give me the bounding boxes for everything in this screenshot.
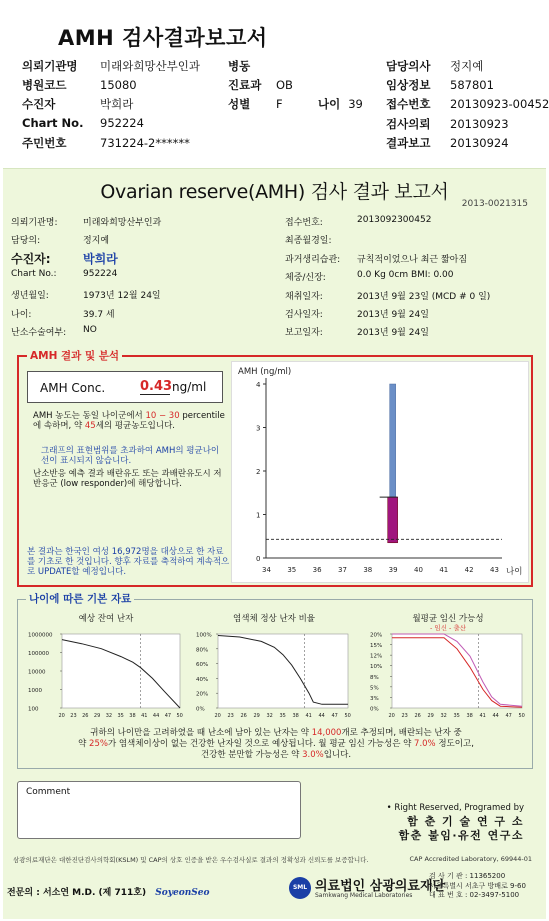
x-tick-label: 20 bbox=[58, 713, 65, 719]
field-row bbox=[285, 289, 491, 302]
x-tick-label: 37 bbox=[338, 566, 347, 574]
y-tick-label: 10000 bbox=[28, 669, 46, 676]
header-row bbox=[228, 58, 276, 74]
header-row bbox=[386, 96, 549, 112]
field-label: 나이: bbox=[11, 310, 32, 320]
age-section-title: 나이에 따른 기본 자료 bbox=[26, 591, 134, 606]
x-tick-label: 42 bbox=[464, 566, 474, 574]
x-tick-label: 29 bbox=[253, 713, 260, 719]
header-value: 박희라 bbox=[100, 97, 134, 111]
field-label: Chart No.: bbox=[11, 269, 57, 279]
field-value: 2013년 9월 24일 bbox=[357, 328, 429, 338]
amh-section-title: AMH 결과 및 분석 bbox=[27, 348, 122, 363]
header-row bbox=[22, 116, 144, 130]
x-tick-label: 38 bbox=[292, 713, 299, 719]
remaining-eggs-chart bbox=[26, 612, 186, 724]
field-label: 과거생리습관: bbox=[285, 255, 341, 265]
normal-eggs-chart bbox=[194, 612, 354, 724]
plot-area bbox=[218, 634, 348, 708]
age-summary-text bbox=[28, 728, 524, 761]
field-label: 접수번호: bbox=[285, 218, 323, 228]
report-sheet bbox=[3, 168, 546, 919]
header-label: 주민번호 bbox=[22, 136, 67, 150]
amh-conc-value: 0.43 bbox=[140, 379, 173, 394]
birth-percent: 3.0% bbox=[302, 750, 324, 760]
x-tick-label: 35 bbox=[279, 713, 286, 719]
amh-conc-unit: ng/ml bbox=[172, 380, 207, 394]
x-tick-label: 20 bbox=[214, 713, 221, 719]
header-row bbox=[22, 135, 190, 151]
field-label: 보고일자: bbox=[285, 328, 323, 338]
x-tick-label: 50 bbox=[176, 713, 183, 719]
y-tick-label: 12% bbox=[370, 653, 383, 660]
header-label: 성별 bbox=[228, 97, 251, 111]
y-tick-label: 100% bbox=[196, 632, 212, 639]
specialist-line bbox=[7, 885, 209, 898]
normal-eggs-svg bbox=[194, 612, 354, 724]
field-label: 체중/신장: bbox=[285, 273, 326, 283]
y-tick-label: 10% bbox=[370, 664, 383, 671]
field-label: 최종월경일: bbox=[285, 236, 332, 246]
x-tick-label: 20 bbox=[388, 713, 395, 719]
field-value: 2013년 9월 24일 bbox=[357, 310, 429, 320]
field-row bbox=[285, 270, 454, 283]
y-tick-label: 0% bbox=[196, 706, 205, 713]
x-tick-label: 47 bbox=[164, 713, 172, 719]
pregnancy-percent: 7.0% bbox=[414, 739, 436, 749]
y-tick-label: 1 bbox=[256, 511, 261, 520]
summary-text: 건강한 분만할 가능성은 약 bbox=[200, 750, 300, 760]
field-value: 1973년 12월 24일 bbox=[83, 291, 161, 301]
sub-chart-title: 염색체 정상 난자 비율 bbox=[232, 614, 315, 624]
field-row bbox=[11, 233, 110, 246]
x-tick-label: 36 bbox=[312, 566, 322, 574]
header-value: 952224 bbox=[100, 116, 144, 130]
legend-item: - 출산 bbox=[449, 624, 467, 632]
amh-data-note: 본 결과는 한국인 여성 16,972명을 대상으로 한 자료를 기초로 한 것입니다. 향후 자료를 축적하여 계속적으로 UPDATE할 예정입니다. bbox=[27, 547, 230, 577]
field-value: 0.0 Kg 0cm BMI: 0.00 bbox=[357, 270, 454, 280]
x-tick-label: 23 bbox=[70, 713, 77, 719]
x-tick-label: 41 bbox=[439, 566, 449, 574]
header-value: 20130924 bbox=[450, 136, 509, 150]
header-row-age bbox=[318, 96, 363, 112]
header-label: 임상정보 bbox=[386, 78, 431, 92]
amh-result-section bbox=[17, 350, 533, 587]
specialist-name: 전문의 : 서소연 M.D. (제 711호) bbox=[7, 888, 147, 898]
contact-info bbox=[429, 872, 526, 901]
amh-range-note: 그래프의 표현범위를 초과하여 AMH의 평균나이선이 표시되지 않습니다. bbox=[41, 446, 220, 466]
y-tick-label: 5% bbox=[370, 685, 379, 692]
header-value: 587801 bbox=[450, 78, 494, 92]
summary-text: 가 염색체이상이 없는 건강한 난자일 것으로 예상됩니다. 월 평균 임신 가능성은 약 bbox=[107, 739, 412, 749]
x-tick-label: 32 bbox=[266, 713, 273, 719]
y-tick-label: 80% bbox=[196, 647, 209, 654]
header-value: 15080 bbox=[100, 78, 137, 92]
comment-label: Comment bbox=[26, 787, 71, 797]
cap-accreditation: CAP Accredited Laboratory, 69944-01 bbox=[409, 855, 532, 863]
header-row bbox=[228, 96, 283, 112]
patient-name: 박희라 bbox=[83, 252, 118, 266]
y-tick-label: 20% bbox=[196, 691, 209, 698]
x-tick-label: 26 bbox=[240, 713, 247, 719]
header-value: 731224-2****** bbox=[100, 136, 190, 150]
header-row bbox=[386, 58, 483, 74]
field-row bbox=[11, 307, 115, 320]
x-tick-label: 32 bbox=[440, 713, 447, 719]
normal-egg-percent: 25% bbox=[89, 739, 108, 749]
header-label: 나이 bbox=[318, 97, 341, 111]
x-tick-label: 23 bbox=[227, 713, 234, 719]
desc-text: 세의 평균농도입니다. bbox=[95, 421, 176, 431]
y-tick-label: 20% bbox=[370, 632, 383, 639]
field-row bbox=[11, 288, 161, 301]
x-axis-label: 나이 bbox=[506, 567, 523, 577]
rights-block bbox=[387, 801, 524, 843]
y-tick-label: 0% bbox=[370, 706, 379, 713]
x-tick-label: 44 bbox=[318, 713, 325, 719]
field-value: 미래와희망산부인과 bbox=[83, 218, 162, 228]
x-tick-label: 35 bbox=[117, 713, 124, 719]
header-row bbox=[22, 77, 137, 93]
header-value: 정지예 bbox=[450, 59, 484, 73]
field-row-patient bbox=[11, 250, 118, 267]
header-label: 진료과 bbox=[228, 78, 262, 92]
y-tick-label: 60% bbox=[196, 662, 209, 669]
header-value: 39 bbox=[348, 97, 363, 111]
x-tick-label: 29 bbox=[427, 713, 434, 719]
x-tick-label: 44 bbox=[492, 713, 499, 719]
field-label: 검사일자: bbox=[285, 310, 323, 320]
field-row bbox=[11, 325, 97, 338]
sub-chart-title: 예상 잔여 난자 bbox=[78, 614, 134, 624]
field-value: 규칙적이었으나 최근 짧아짐 bbox=[357, 255, 468, 265]
foundation-name: 의료법인 삼광의료재단 bbox=[315, 879, 446, 894]
header-value: 20130923-00452 bbox=[450, 97, 549, 111]
y-tick-label: 2 bbox=[256, 468, 261, 476]
x-tick-label: 23 bbox=[401, 713, 408, 719]
amh-age-chart bbox=[232, 362, 530, 584]
amh-age-chart-panel bbox=[231, 361, 529, 583]
field-row bbox=[285, 307, 429, 320]
sub-chart-title: 월평균 임신 가능성 bbox=[412, 614, 484, 624]
rights-org: 함 춘 기 술 연 구 소 bbox=[407, 815, 524, 828]
header-row bbox=[386, 77, 494, 93]
summary-text: 정도이고, bbox=[438, 739, 474, 749]
x-tick-label: 35 bbox=[453, 713, 460, 719]
field-row bbox=[285, 325, 429, 338]
x-tick-label: 44 bbox=[152, 713, 160, 719]
field-row bbox=[285, 215, 432, 228]
contact-line: 검 사 기 관 : 11365200 bbox=[429, 872, 506, 880]
field-label: 의뢰기관명: bbox=[11, 218, 58, 228]
x-tick-label: 50 bbox=[518, 713, 525, 719]
percentile-range: 10 − 30 bbox=[145, 411, 180, 421]
header-label: 의뢰기관명 bbox=[22, 59, 78, 73]
field-row bbox=[285, 252, 468, 265]
x-tick-label: 34 bbox=[262, 566, 271, 574]
summary-text: 개로 추정되며, 배란되는 난자 중 bbox=[341, 728, 462, 738]
pregnancy-chance-chart bbox=[368, 612, 528, 724]
x-tick-label: 50 bbox=[344, 713, 351, 719]
x-tick-label: 26 bbox=[82, 713, 89, 719]
sml-logo-icon: SML bbox=[289, 877, 311, 899]
amh-conc-label: AMH Conc. bbox=[40, 381, 106, 395]
specialist-signature: SoyeonSeo bbox=[155, 888, 210, 898]
field-value: 952224 bbox=[83, 269, 118, 279]
report-title: Ovarian reserve(AMH) 검사 결과 보고서 bbox=[100, 181, 449, 203]
contact-line: 대 표 번 호 : 02-3497-5100 bbox=[429, 891, 520, 899]
field-label: 수진자: bbox=[11, 252, 51, 266]
age-baseline-section bbox=[17, 593, 533, 769]
document-number: 2013-0021315 bbox=[461, 199, 528, 209]
equivalent-age: 45 bbox=[84, 421, 96, 431]
field-value: 2013092300452 bbox=[357, 215, 432, 225]
amh-percentile-text bbox=[33, 411, 225, 431]
y-axis-label: AMH (ng/ml) bbox=[238, 367, 292, 377]
remaining-eggs-value: 14,000 bbox=[311, 728, 342, 738]
y-tick-label: 100000 bbox=[28, 651, 49, 657]
x-tick-label: 38 bbox=[466, 713, 473, 719]
x-tick-label: 41 bbox=[141, 713, 148, 719]
header-label: 수진자 bbox=[22, 97, 56, 111]
header-label: 검사의뢰 bbox=[386, 117, 431, 131]
field-value: 2013년 9월 23일 (MCD # 0 일) bbox=[357, 292, 491, 302]
header-label: 병동 bbox=[228, 59, 251, 73]
plot-area bbox=[62, 634, 180, 708]
x-tick-label: 41 bbox=[479, 713, 486, 719]
x-tick-label: 39 bbox=[388, 566, 398, 574]
x-tick-label: 43 bbox=[490, 566, 499, 574]
field-label: 담당의: bbox=[11, 236, 41, 246]
y-tick-label: 3 bbox=[256, 424, 261, 433]
header-label: 접수번호 bbox=[386, 97, 431, 111]
report-header-title: AMH 검사결과보고서 bbox=[58, 26, 268, 50]
plot-area bbox=[392, 634, 522, 708]
header-value: 20130923 bbox=[450, 117, 509, 131]
x-tick-label: 32 bbox=[105, 713, 113, 719]
field-label: 생년월일: bbox=[11, 291, 49, 301]
x-tick-label: 35 bbox=[287, 566, 297, 574]
y-tick-label: 4 bbox=[256, 381, 261, 389]
rights-org: 함춘 불임·유전 연구소 bbox=[398, 829, 524, 842]
header-row bbox=[386, 116, 509, 132]
field-value: 39.7 세 bbox=[83, 310, 115, 320]
desc-text: AMH 농도는 동일 나이군에서 bbox=[33, 411, 143, 421]
rights-line: • Right Reserved, Programed by bbox=[386, 803, 524, 813]
header-label: 담당의사 bbox=[386, 59, 431, 73]
summary-text: 귀하의 나이만을 고려하였을 때 난소에 남아 있는 난자는 약 bbox=[90, 728, 309, 738]
field-label: 채취일자: bbox=[285, 292, 323, 302]
summary-text: 약 bbox=[78, 739, 87, 749]
amh-response-note: 난소반응 예측 결과 배란유도 또는 과배란유도시 저반응군 (low responder)에 해당합니다. bbox=[33, 469, 222, 489]
remaining-eggs-svg bbox=[26, 612, 186, 724]
y-tick-label: 3% bbox=[370, 695, 379, 702]
x-tick-label: 41 bbox=[305, 713, 312, 719]
legend-item: - 임신 bbox=[430, 624, 450, 632]
y-tick-label: 100 bbox=[28, 706, 39, 713]
header-label: 병원코드 bbox=[22, 78, 67, 92]
x-tick-label: 40 bbox=[414, 566, 423, 574]
y-tick-label: 1000 bbox=[28, 688, 42, 694]
header-row bbox=[22, 58, 200, 74]
header-label: Chart No. bbox=[22, 116, 84, 130]
y-tick-label: 8% bbox=[370, 674, 379, 681]
y-tick-label: 0 bbox=[256, 555, 261, 563]
y-tick-label: 1000000 bbox=[28, 632, 53, 639]
foundation-english-name: Samkwang Medical Laboratories bbox=[315, 892, 413, 899]
x-tick-label: 38 bbox=[363, 566, 373, 574]
contact-line: 서울특별시 서초구 방배로 9-60 bbox=[429, 881, 526, 890]
y-tick-label: 15% bbox=[370, 643, 383, 650]
amh-percentile-bar bbox=[388, 497, 398, 543]
field-value: NO bbox=[83, 325, 97, 335]
header-row bbox=[228, 77, 293, 93]
y-tick-label: 40% bbox=[196, 676, 209, 683]
header-label: 결과보고 bbox=[386, 136, 431, 150]
field-row bbox=[285, 233, 332, 246]
field-value: 정지예 bbox=[83, 236, 110, 246]
legend-text bbox=[430, 623, 467, 632]
summary-text: 입니다. bbox=[323, 750, 352, 760]
x-tick-label: 29 bbox=[93, 713, 101, 719]
header-row bbox=[386, 135, 509, 151]
pregnancy-chance-svg bbox=[368, 612, 528, 724]
header-value: F bbox=[276, 97, 283, 111]
header-value: OB bbox=[276, 78, 293, 92]
header-value: 미래와희망산부인과 bbox=[100, 59, 200, 73]
amh-concentration-box bbox=[27, 371, 223, 403]
field-row bbox=[11, 215, 162, 228]
x-tick-label: 47 bbox=[331, 713, 338, 719]
accreditation-note: 삼광의료재단은 대한진단검사의학회(KSLM) 및 CAP의 상호 인증을 받은 우수검사실로 결과의 정확성과 신뢰도를 보증합니다. bbox=[13, 856, 369, 864]
desc-text: percentile에 속하며, 약 bbox=[33, 411, 225, 431]
field-label: 난소수술여부: bbox=[11, 328, 67, 338]
field-row bbox=[11, 269, 118, 279]
x-tick-label: 47 bbox=[505, 713, 512, 719]
header-row bbox=[22, 96, 133, 112]
comment-field bbox=[17, 781, 301, 839]
x-tick-label: 38 bbox=[129, 713, 136, 719]
x-tick-label: 26 bbox=[414, 713, 421, 719]
